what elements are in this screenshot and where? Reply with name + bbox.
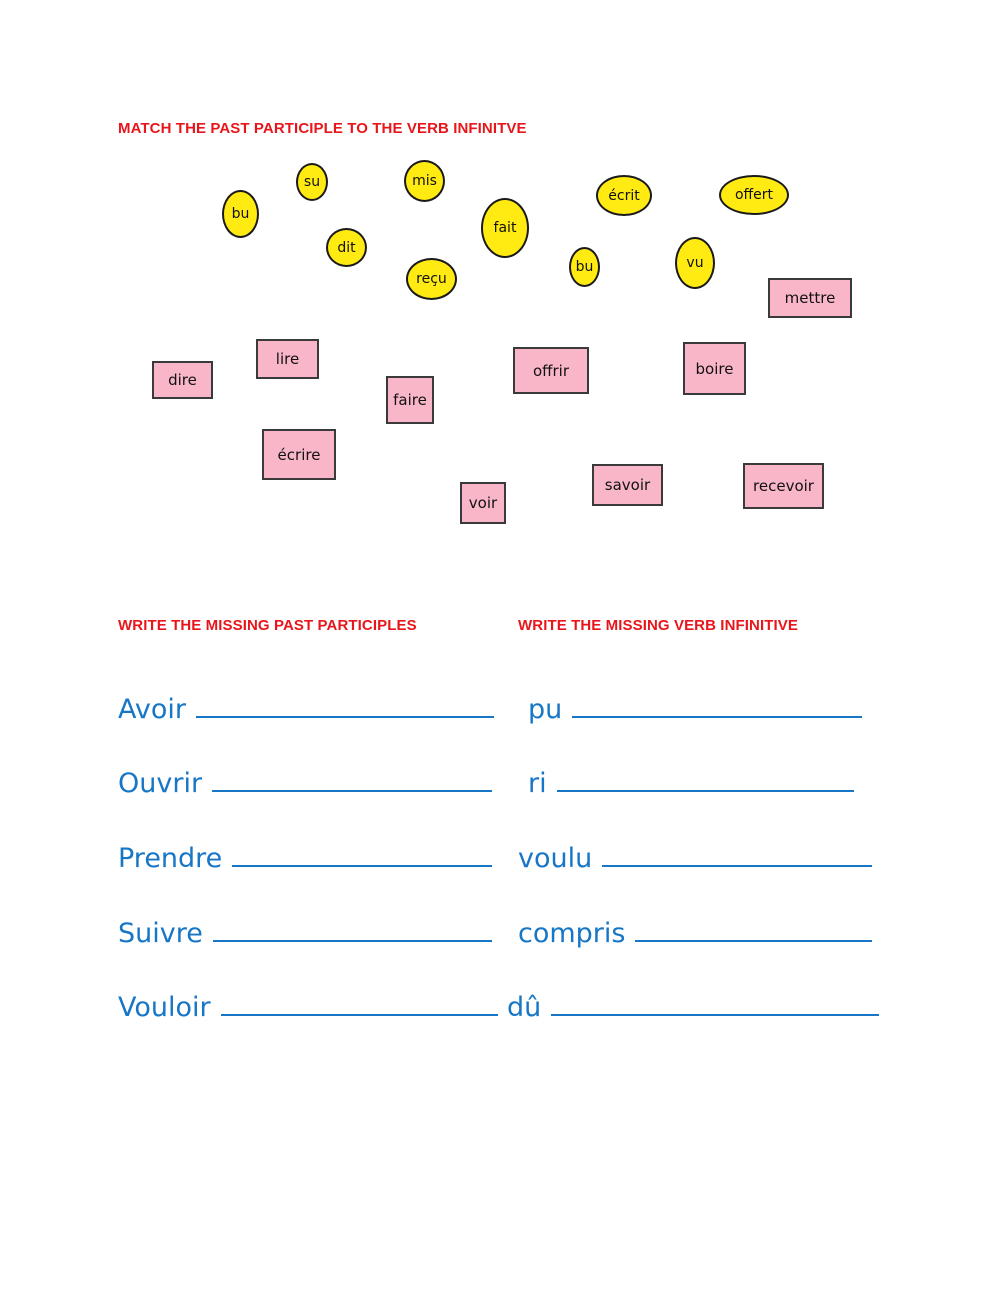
infinitive-box[interactable]: recevoir <box>743 463 824 509</box>
participle-prompt: voulu <box>518 843 593 874</box>
participle-bubble[interactable]: reçu <box>406 258 457 300</box>
infinitive-prompt: Suivre <box>118 918 203 949</box>
infinitive-box[interactable]: dire <box>152 361 213 399</box>
participle-exercise-row <box>118 843 492 874</box>
infinitive-box[interactable]: savoir <box>592 464 663 506</box>
participle-bubble[interactable]: mis <box>404 160 445 202</box>
participle-prompt: ri <box>528 768 547 799</box>
participle-bubble[interactable]: fait <box>481 198 529 258</box>
infinitive-box[interactable]: voir <box>460 482 506 524</box>
participle-bubble[interactable]: écrit <box>596 175 652 216</box>
participle-bubble[interactable]: bu <box>222 190 259 238</box>
participle-bubble[interactable]: su <box>296 163 328 201</box>
participle-exercise-row <box>118 918 492 949</box>
infinitive-prompt: Avoir <box>118 694 186 725</box>
infinitive-box[interactable]: offrir <box>513 347 589 394</box>
infinitives-heading: WRITE THE MISSING VERB INFINITIVE <box>518 617 798 634</box>
answer-blank[interactable] <box>572 694 862 718</box>
answer-blank[interactable] <box>212 768 492 792</box>
infinitive-exercise-row <box>518 918 872 949</box>
infinitive-box[interactable]: écrire <box>262 429 336 480</box>
participle-bubble[interactable]: offert <box>719 175 789 215</box>
participle-prompt: dû <box>507 992 542 1023</box>
infinitive-prompt: Vouloir <box>118 992 211 1023</box>
answer-blank[interactable] <box>557 768 854 792</box>
participle-bubble[interactable]: bu <box>569 247 600 287</box>
infinitive-box[interactable]: lire <box>256 339 319 379</box>
answer-blank[interactable] <box>221 992 498 1016</box>
past-participles-heading: WRITE THE MISSING PAST PARTICIPLES <box>118 617 417 634</box>
infinitive-box[interactable]: boire <box>683 342 746 395</box>
infinitive-box[interactable]: faire <box>386 376 434 424</box>
infinitive-exercise-row <box>518 843 872 874</box>
participle-bubble[interactable]: vu <box>675 237 715 289</box>
infinitive-prompt: Ouvrir <box>118 768 203 799</box>
infinitive-exercise-row <box>528 768 854 799</box>
infinitive-exercise-row <box>528 694 862 725</box>
participle-prompt: pu <box>528 694 563 725</box>
answer-blank[interactable] <box>213 918 492 942</box>
answer-blank[interactable] <box>635 918 872 942</box>
participle-exercise-row <box>118 694 494 725</box>
infinitive-box[interactable]: mettre <box>768 278 852 318</box>
participle-exercise-row <box>118 992 498 1023</box>
participle-prompt: compris <box>518 918 626 949</box>
answer-blank[interactable] <box>551 992 879 1016</box>
answer-blank[interactable] <box>602 843 872 867</box>
answer-blank[interactable] <box>232 843 492 867</box>
infinitive-prompt: Prendre <box>118 843 223 874</box>
participle-exercise-row <box>118 768 492 799</box>
participle-bubble[interactable]: dit <box>326 228 367 267</box>
match-instruction-heading: MATCH THE PAST PARTICIPLE TO THE VERB INFINITVE <box>118 120 527 137</box>
infinitive-exercise-row <box>507 992 879 1023</box>
answer-blank[interactable] <box>196 694 494 718</box>
